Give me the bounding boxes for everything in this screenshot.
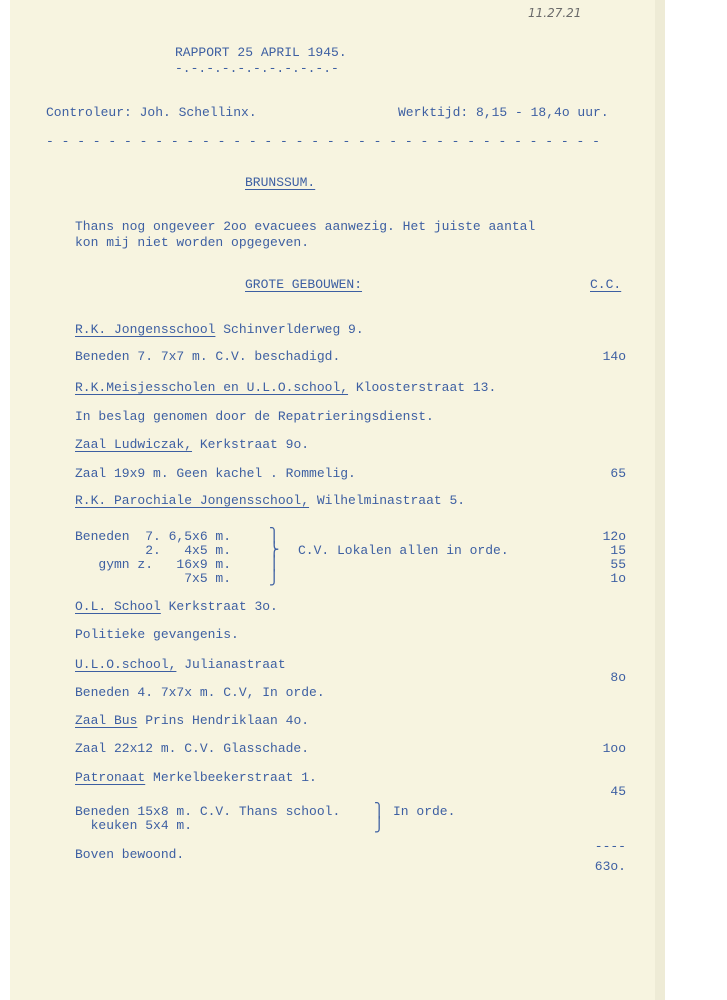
entry-4-brace: ⎫ ⎬ ⎪ ⎭: [270, 529, 279, 587]
entry-4-row-1: Beneden 7. 6,5x6 m.: [75, 529, 232, 544]
entry-7-cc: 1oo: [602, 741, 626, 756]
header-rule: - - - - - - - - - - - - - - - - - - - - - - - - - - - - - - - - - - - -: [46, 134, 600, 149]
total-rule: ----: [594, 839, 626, 854]
reference-note: 11.27.21: [528, 6, 582, 20]
entry-2-address: Kloosterstraat 13.: [348, 380, 497, 395]
entry-3-cc: 65: [610, 466, 626, 481]
entry-1-cc: 14o: [602, 349, 626, 364]
entry-4-note: C.V. Lokalen allen in orde.: [298, 543, 509, 558]
entry-4-name: R.K. Parochiale Jongensschool,: [75, 493, 310, 508]
entry-8-title: [75, 771, 317, 785]
entry-8-row-2: keuken 5x4 m.: [75, 818, 193, 833]
entry-3-address: Kerkstraat 9o.: [192, 437, 310, 452]
entry-5-name: O.L. School: [75, 599, 161, 614]
entry-8-address: Merkelbeekerstraat 1.: [145, 770, 317, 785]
entry-4-cc-3: 55: [610, 557, 626, 572]
entry-8-cc: 45: [610, 784, 626, 799]
entry-4-row-4: 7x5 m.: [75, 571, 232, 586]
entry-1-address: Schinverlderweg 9.: [215, 322, 364, 337]
entry-6-name: U.L.O.school,: [75, 657, 177, 672]
entry-4-address: Wilhelminastraat 5.: [309, 493, 466, 508]
intro-line-2: kon mij niet worden opgegeven.: [75, 235, 310, 250]
entry-5-address: Kerkstraat 3o.: [160, 599, 278, 614]
entry-1-name: R.K. Jongensschool: [75, 322, 216, 337]
entry-8-brace: ⎫ ⎭: [375, 804, 384, 834]
entry-2-name: R.K.Meisjesscholen en U.L.O.school,: [75, 380, 349, 395]
worktime: Werktijd: 8,15 - 18,4o uur.: [398, 105, 609, 120]
entry-7-name: Zaal Bus: [75, 713, 138, 728]
column-heading: C.C.: [590, 277, 622, 292]
entry-4-cc-1: 12o: [602, 529, 626, 544]
entry-3-detail: Zaal 19x9 m. Geen kachel . Rommelig.: [75, 466, 356, 481]
entry-1-detail: Beneden 7. 7x7 m. C.V. beschadigd.: [75, 349, 341, 364]
entry-2-detail: In beslag genomen door de Repatrieringsdienst.: [75, 409, 434, 424]
entry-1-title: [75, 323, 364, 337]
entry-3-name: Zaal Ludwiczak,: [75, 437, 193, 452]
entry-6-detail: Beneden 4. 7x7x m. C.V, In orde.: [75, 685, 325, 700]
footer-note: Boven bewoond.: [75, 847, 185, 862]
section-heading: GROTE GEBOUWEN:: [245, 277, 363, 292]
place-heading: BRUNSSUM.: [245, 175, 316, 190]
entry-3-title: [75, 438, 309, 452]
controller: Controleur: Joh. Schellinx.: [46, 105, 257, 120]
report-title: RAPPORT 25 APRIL 1945.: [175, 45, 347, 60]
title-rule: -.-.-.-.-.-.-.-.-.-.-: [175, 61, 339, 76]
entry-8-name: Patronaat: [75, 770, 146, 785]
entry-2-title: [75, 381, 496, 395]
entry-4-cc-4: 1o: [610, 571, 626, 586]
entry-6-cc: 8o: [610, 670, 626, 685]
entry-5-title: [75, 600, 278, 614]
entry-7-detail: Zaal 22x12 m. C.V. Glasschade.: [75, 741, 310, 756]
entry-7-address: Prins Hendriklaan 4o.: [137, 713, 310, 728]
entry-7-title: [75, 714, 309, 728]
entry-4-title: [75, 494, 465, 508]
entry-8-note: In orde.: [393, 804, 456, 819]
entry-5-detail: Politieke gevangenis.: [75, 627, 239, 642]
entry-4-row-3: gymn z. 16x9 m.: [75, 557, 232, 572]
entry-4-cc-2: 15: [610, 543, 626, 558]
paper-edge: [655, 0, 665, 1000]
entry-6-address: Julianastraat: [176, 657, 286, 672]
entry-4-row-2: 2. 4x5 m.: [75, 543, 232, 558]
entry-6-title: [75, 658, 286, 672]
intro-line-1: Thans nog ongeveer 2oo evacuees aanwezig. Het juiste aantal: [75, 219, 536, 234]
total-value: 63o.: [594, 859, 626, 874]
entry-8-row-1: Beneden 15x8 m. C.V. Thans school.: [75, 804, 341, 819]
